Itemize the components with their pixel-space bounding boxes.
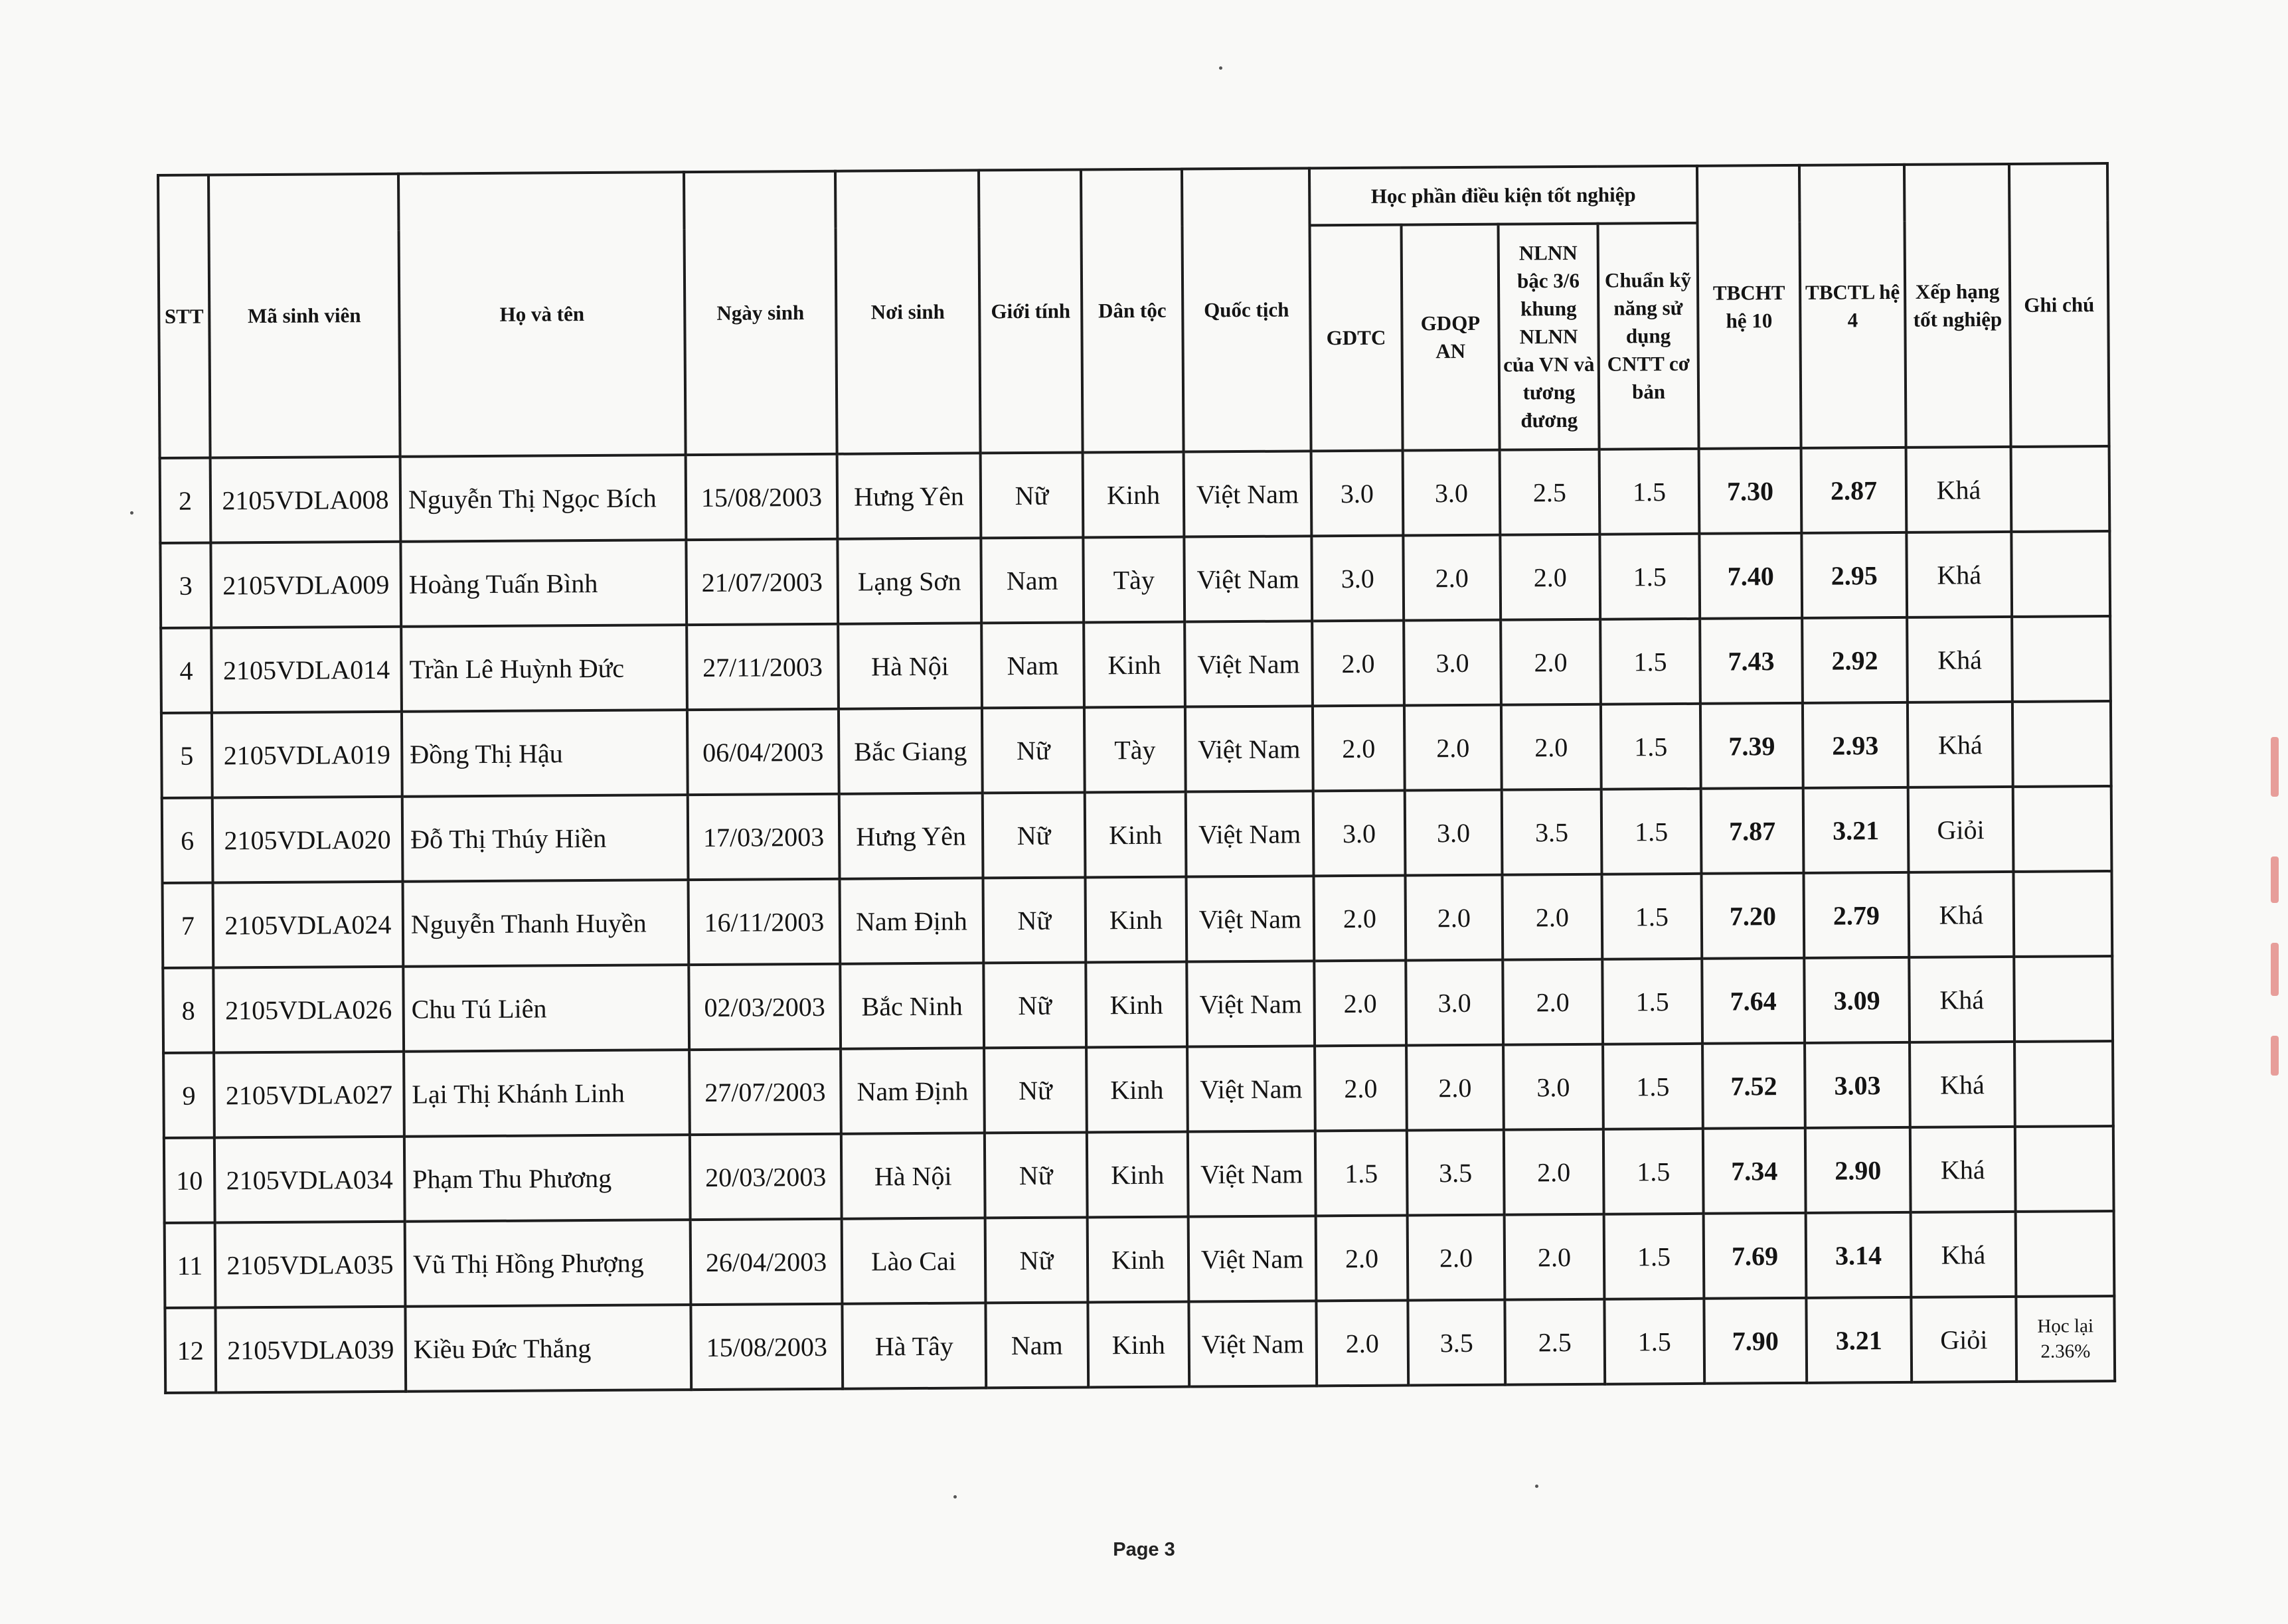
cell-tbcht: 7.43 xyxy=(1700,618,1803,704)
table-row xyxy=(165,1211,2115,1308)
cell-note xyxy=(2013,786,2112,872)
cell-ranking: Khá xyxy=(1906,447,2012,532)
cell-student-id: 2105VDLA009 xyxy=(210,542,401,628)
cell-nationality: Việt Nam xyxy=(1188,1216,1317,1301)
table-row xyxy=(162,786,2112,883)
cell-stt: 5 xyxy=(161,713,212,798)
cell-gdtc: 3.0 xyxy=(1311,451,1404,536)
cell-nlnn: 2.0 xyxy=(1500,534,1600,620)
cell-full-name: Đồng Thị Hậu xyxy=(402,710,688,797)
cell-gender: Nữ xyxy=(984,1047,1087,1133)
cell-tbcht: 7.87 xyxy=(1701,788,1804,874)
cell-tbctl: 2.90 xyxy=(1805,1127,1911,1213)
cell-nationality: Việt Nam xyxy=(1188,1131,1316,1216)
cell-gdtc: 2.0 xyxy=(1316,1216,1408,1301)
cell-tbctl: 3.03 xyxy=(1805,1042,1910,1128)
cell-gdqp: 2.0 xyxy=(1403,535,1501,621)
cell-gdtc: 1.5 xyxy=(1315,1131,1408,1216)
cell-nationality: Việt Nam xyxy=(1184,536,1312,621)
cell-tbcht: 7.64 xyxy=(1702,958,1805,1044)
cell-dob: 15/08/2003 xyxy=(691,1304,843,1390)
cell-tbctl: 3.14 xyxy=(1806,1212,1912,1298)
cell-tbctl: 2.92 xyxy=(1802,617,1908,703)
cell-ethnicity: Tày xyxy=(1084,707,1186,793)
cell-gdqp: 3.0 xyxy=(1406,960,1503,1046)
header-note: Ghi chú xyxy=(2009,163,2109,447)
cell-cntt: 1.5 xyxy=(1604,1214,1704,1299)
header-gdtc: GDTC xyxy=(1310,225,1403,451)
table-row xyxy=(163,871,2113,968)
cell-gdqp: 3.5 xyxy=(1408,1300,1505,1386)
cell-birthplace: Nam Định xyxy=(840,878,984,963)
cell-nlnn: 3.0 xyxy=(1503,1044,1603,1130)
cell-gdtc: 3.0 xyxy=(1311,536,1404,621)
cell-birthplace: Hà Tây xyxy=(842,1303,986,1388)
cell-tbctl: 2.79 xyxy=(1804,872,1910,958)
cell-ethnicity: Kinh xyxy=(1084,622,1185,708)
header-graduation-conditions: Học phần điều kiện tốt nghiệp xyxy=(1309,166,1698,226)
cell-cntt: 1.5 xyxy=(1601,704,1701,789)
cell-full-name: Lại Thị Khánh Linh xyxy=(404,1050,690,1137)
cell-gdtc: 2.0 xyxy=(1312,621,1404,706)
table-row xyxy=(161,701,2111,798)
cell-ethnicity: Kinh xyxy=(1086,1047,1188,1133)
header-cntt: Chuẩn kỹ năng sử dụng CNTT cơ bản xyxy=(1597,223,1698,449)
cell-nlnn: 2.0 xyxy=(1504,1129,1604,1215)
cell-note xyxy=(2015,1126,2114,1212)
cell-tbcht: 7.39 xyxy=(1700,703,1803,789)
cell-gdqp: 2.0 xyxy=(1405,875,1503,961)
cell-student-id: 2105VDLA035 xyxy=(215,1222,406,1308)
red-stamp-edge-mark xyxy=(2271,1036,2279,1076)
graduation-results-table xyxy=(157,162,2116,1394)
cell-ethnicity: Kinh xyxy=(1085,877,1186,963)
cell-birthplace: Lạng Sơn xyxy=(837,538,981,623)
header-gender: Giới tính xyxy=(979,169,1083,453)
cell-tbcht: 7.34 xyxy=(1703,1128,1806,1214)
cell-student-id: 2105VDLA008 xyxy=(210,457,401,543)
cell-student-id: 2105VDLA019 xyxy=(212,712,402,798)
header-stt: STT xyxy=(158,175,210,458)
cell-student-id: 2105VDLA039 xyxy=(215,1307,406,1393)
cell-stt: 8 xyxy=(163,968,214,1053)
cell-gender: Nữ xyxy=(983,962,1086,1048)
cell-note xyxy=(2012,701,2111,787)
cell-nlnn: 2.0 xyxy=(1503,959,1603,1045)
cell-ranking: Khá xyxy=(1909,872,2014,957)
cell-student-id: 2105VDLA027 xyxy=(214,1052,404,1138)
cell-tbctl: 2.93 xyxy=(1803,702,1908,788)
header-full-name: Họ và tên xyxy=(398,172,686,457)
scan-speck xyxy=(1535,1485,1538,1488)
table-row xyxy=(163,1041,2113,1138)
cell-ranking: Khá xyxy=(1906,532,2012,617)
cell-nlnn: 2.5 xyxy=(1500,449,1600,535)
table-row xyxy=(160,531,2110,628)
cell-nationality: Việt Nam xyxy=(1185,706,1313,791)
cell-stt: 3 xyxy=(160,543,211,628)
red-stamp-edge-mark xyxy=(2271,856,2279,903)
cell-stt: 6 xyxy=(162,798,213,883)
cell-ranking: Khá xyxy=(1908,702,2013,787)
scan-speck xyxy=(130,511,133,515)
table-row xyxy=(164,1126,2114,1223)
cell-gdqp: 3.0 xyxy=(1405,790,1503,876)
cell-dob: 27/07/2003 xyxy=(689,1049,841,1135)
header-ranking: Xếp hạng tốt nghiệp xyxy=(1904,164,2011,447)
cell-tbcht: 7.90 xyxy=(1704,1298,1807,1384)
cell-gdtc: 2.0 xyxy=(1315,1046,1407,1131)
header-nlnn: NLNN bậc 3/6 khung NLNN của VN và tương đương xyxy=(1498,224,1599,450)
cell-ethnicity: Kinh xyxy=(1085,792,1186,878)
cell-stt: 12 xyxy=(165,1307,216,1392)
cell-gdtc: 2.0 xyxy=(1314,961,1406,1046)
header-student-id: Mã sinh viên xyxy=(208,174,400,458)
cell-cntt: 1.5 xyxy=(1604,1299,1704,1384)
cell-birthplace: Lào Cai xyxy=(842,1218,986,1303)
cell-gender: Nữ xyxy=(982,707,1085,793)
cell-gdtc: 2.0 xyxy=(1313,706,1405,791)
cell-stt: 10 xyxy=(164,1137,215,1222)
cell-nlnn: 2.0 xyxy=(1505,1214,1605,1300)
scan-speck xyxy=(953,1495,957,1499)
cell-full-name: Chu Tú Liên xyxy=(403,965,689,1052)
cell-dob: 20/03/2003 xyxy=(690,1134,842,1220)
cell-note xyxy=(2016,1211,2115,1297)
cell-cntt: 1.5 xyxy=(1601,874,1702,959)
header-tbctl: TBCTL hệ 4 xyxy=(1799,165,1906,448)
header-ethnicity: Dân tộc xyxy=(1081,169,1184,453)
cell-cntt: 1.5 xyxy=(1599,534,1700,619)
header-birthplace: Nơi sinh xyxy=(835,170,981,453)
cell-note xyxy=(2011,531,2110,617)
cell-dob: 16/11/2003 xyxy=(689,879,841,965)
cell-gender: Nữ xyxy=(983,877,1086,963)
cell-cntt: 1.5 xyxy=(1603,1129,1704,1214)
cell-ranking: Khá xyxy=(1909,957,2014,1042)
cell-student-id: 2105VDLA034 xyxy=(214,1137,405,1223)
cell-note xyxy=(2014,1041,2113,1127)
cell-ethnicity: Tày xyxy=(1083,537,1185,623)
cell-full-name: Vũ Thị Hồng Phượng xyxy=(405,1220,691,1307)
cell-gender: Nam xyxy=(981,622,1084,708)
cell-gdtc: 2.0 xyxy=(1316,1301,1408,1386)
cell-gender: Nam xyxy=(985,1302,1088,1388)
cell-tbcht: 7.69 xyxy=(1704,1213,1807,1299)
cell-student-id: 2105VDLA026 xyxy=(213,967,404,1053)
cell-nationality: Việt Nam xyxy=(1187,1046,1315,1131)
cell-full-name: Nguyễn Thanh Huyền xyxy=(403,880,689,967)
header-dob: Ngày sinh xyxy=(684,171,837,455)
header-nationality: Quốc tịch xyxy=(1182,168,1311,451)
cell-birthplace: Hưng Yên xyxy=(839,793,983,878)
cell-nationality: Việt Nam xyxy=(1186,791,1314,876)
cell-gdqp: 2.0 xyxy=(1404,705,1502,791)
cell-gender: Nữ xyxy=(981,452,1084,538)
cell-cntt: 1.5 xyxy=(1600,619,1700,704)
cell-ranking: Khá xyxy=(1907,617,2012,702)
cell-cntt: 1.5 xyxy=(1603,1044,1703,1129)
cell-note: Học lại 2.36% xyxy=(2016,1296,2115,1382)
cell-nlnn: 2.0 xyxy=(1502,874,1602,960)
cell-full-name: Hoàng Tuấn Bình xyxy=(400,540,687,627)
cell-student-id: 2105VDLA014 xyxy=(211,627,402,713)
cell-nlnn: 2.0 xyxy=(1501,704,1601,790)
cell-gdtc: 2.0 xyxy=(1313,876,1406,961)
cell-tbcht: 7.30 xyxy=(1699,448,1802,534)
cell-stt: 7 xyxy=(163,883,214,968)
cell-nationality: Việt Nam xyxy=(1188,1301,1317,1386)
cell-nationality: Việt Nam xyxy=(1184,451,1312,536)
cell-note xyxy=(2012,616,2111,702)
cell-tbctl: 3.21 xyxy=(1806,1297,1912,1383)
cell-stt: 2 xyxy=(160,458,211,543)
cell-full-name: Nguyễn Thị Ngọc Bích xyxy=(400,455,687,542)
header-tbcht: TBCHT hệ 10 xyxy=(1697,165,1801,449)
cell-birthplace: Hà Nội xyxy=(838,623,982,708)
cell-nationality: Việt Nam xyxy=(1186,876,1314,961)
cell-dob: 26/04/2003 xyxy=(691,1219,843,1305)
cell-tbcht: 7.40 xyxy=(1699,533,1802,619)
table-row xyxy=(165,1296,2115,1393)
cell-note xyxy=(2011,446,2110,532)
cell-ranking: Khá xyxy=(1910,1127,2016,1212)
cell-full-name: Phạm Thu Phương xyxy=(404,1135,691,1222)
cell-student-id: 2105VDLA024 xyxy=(213,882,404,968)
cell-stt: 4 xyxy=(161,628,212,713)
cell-full-name: Trần Lê Huỳnh Đức xyxy=(401,625,687,712)
red-stamp-edge-mark xyxy=(2271,737,2279,797)
cell-gender: Nữ xyxy=(985,1132,1088,1218)
cell-tbcht: 7.20 xyxy=(1702,873,1805,959)
cell-student-id: 2105VDLA020 xyxy=(212,797,403,883)
cell-dob: 21/07/2003 xyxy=(686,539,838,625)
cell-tbctl: 2.95 xyxy=(1801,532,1907,618)
cell-gdtc: 3.0 xyxy=(1313,791,1406,876)
table-row xyxy=(161,616,2111,713)
scan-speck xyxy=(1219,66,1222,70)
cell-ethnicity: Kinh xyxy=(1087,1132,1188,1218)
cell-tbctl: 3.21 xyxy=(1803,787,1909,873)
cell-ethnicity: Kinh xyxy=(1083,452,1185,538)
cell-gender: Nam xyxy=(981,537,1084,623)
cell-full-name: Kiều Đức Thắng xyxy=(405,1305,691,1392)
cell-ranking: Giỏi xyxy=(1911,1297,2016,1382)
cell-note xyxy=(2014,871,2113,957)
cell-birthplace: Bắc Ninh xyxy=(840,963,984,1048)
cell-gdqp: 2.0 xyxy=(1406,1045,1504,1131)
red-stamp-edge-mark xyxy=(2271,943,2279,996)
cell-ethnicity: Kinh xyxy=(1088,1217,1189,1303)
cell-birthplace: Hà Nội xyxy=(841,1133,985,1218)
table-header-row xyxy=(158,163,2108,232)
cell-ranking: Khá xyxy=(1910,1042,2015,1127)
cell-tbctl: 3.09 xyxy=(1804,957,1910,1043)
page-number: Page 3 xyxy=(1113,1539,1175,1560)
cell-nationality: Việt Nam xyxy=(1186,961,1315,1046)
cell-tbcht: 7.52 xyxy=(1702,1043,1805,1129)
cell-birthplace: Nam Định xyxy=(841,1048,985,1133)
cell-dob: 27/11/2003 xyxy=(687,624,839,710)
cell-nlnn: 2.5 xyxy=(1505,1299,1605,1385)
cell-full-name: Đỗ Thị Thúy Hiền xyxy=(402,795,689,882)
cell-gender: Nữ xyxy=(985,1217,1088,1303)
cell-stt: 11 xyxy=(165,1222,216,1307)
cell-cntt: 1.5 xyxy=(1601,789,1702,874)
cell-dob: 17/03/2003 xyxy=(688,794,840,880)
cell-ethnicity: Kinh xyxy=(1086,962,1187,1048)
cell-nlnn: 2.0 xyxy=(1501,619,1601,705)
cell-birthplace: Hưng Yên xyxy=(837,453,981,538)
cell-gdqp: 3.0 xyxy=(1403,450,1501,536)
cell-gdqp: 3.0 xyxy=(1404,620,1501,706)
cell-note xyxy=(2014,956,2113,1042)
cell-stt: 9 xyxy=(163,1052,214,1137)
cell-ranking: Giỏi xyxy=(1908,787,2014,872)
table-row xyxy=(163,956,2113,1053)
cell-birthplace: Bắc Giang xyxy=(839,708,983,793)
cell-gdqp: 3.5 xyxy=(1407,1130,1505,1216)
cell-nationality: Việt Nam xyxy=(1185,621,1313,706)
cell-gender: Nữ xyxy=(983,792,1086,878)
cell-ethnicity: Kinh xyxy=(1088,1302,1189,1388)
cell-dob: 06/04/2003 xyxy=(687,709,839,795)
cell-cntt: 1.5 xyxy=(1602,959,1702,1044)
cell-gdqp: 2.0 xyxy=(1408,1215,1505,1301)
table-row xyxy=(160,446,2110,543)
cell-ranking: Khá xyxy=(1911,1212,2016,1297)
header-gdqp: GDQP AN xyxy=(1402,224,1500,451)
cell-nlnn: 3.5 xyxy=(1502,789,1602,875)
cell-cntt: 1.5 xyxy=(1599,449,1700,534)
cell-tbctl: 2.87 xyxy=(1801,447,1907,533)
cell-dob: 02/03/2003 xyxy=(689,964,841,1050)
cell-dob: 15/08/2003 xyxy=(686,454,838,540)
